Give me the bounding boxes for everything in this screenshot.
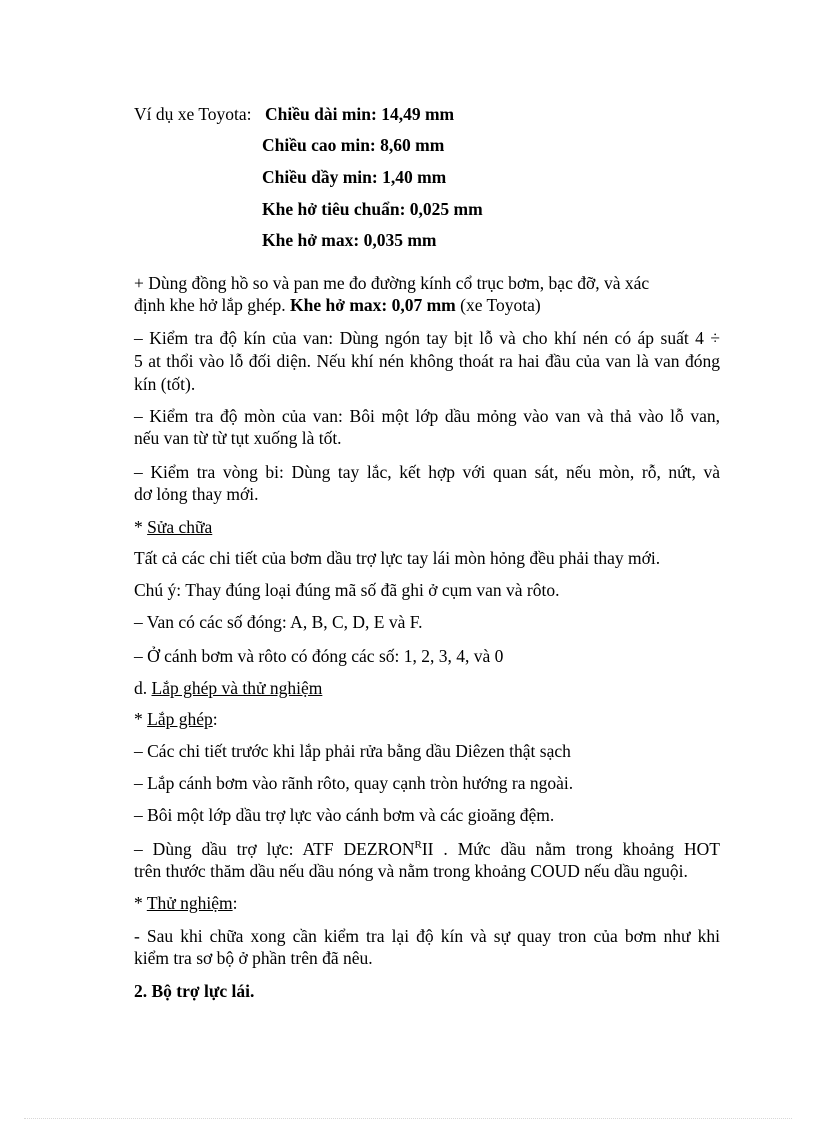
page-border — [24, 1118, 792, 1119]
spec-label: Khe hở tiêu chuẩn: — [262, 199, 406, 219]
heading-text: Sửa chữa — [147, 517, 213, 537]
heading-text: Thử nghiệm — [146, 893, 233, 913]
paragraph-line: + Dùng đồng hồ so và pan me đo đường kính cổ trục bơm, bạc đỡ, và xác — [134, 273, 650, 293]
spec-row — [262, 198, 483, 220]
paragraph-line: - Sau khi chữa xong cần kiểm tra lại độ kín và sự quay tron của bơm như khi — [134, 926, 720, 946]
bold-span: Khe hở max: 0,07 mm — [290, 295, 456, 315]
superscript: R — [414, 839, 422, 852]
testing-heading — [134, 892, 237, 914]
spec-intro-text: Ví dụ xe Toyota: — [134, 104, 252, 124]
text-span: II . Mức dầu nằm trong khoảng HOT — [421, 839, 720, 859]
spec-value: 14,49 mm — [381, 104, 455, 124]
spec-value: 0,025 mm — [409, 199, 483, 219]
heading-suffix: . — [249, 981, 255, 1001]
spec-row — [265, 103, 454, 125]
paragraph-line: – Bôi một lớp dầu trợ lực vào cánh bơm và các gioăng đệm. — [134, 805, 555, 825]
paragraph-line: dơ lỏng thay mới. — [134, 484, 259, 504]
spec-label: Chiều cao min: — [262, 135, 376, 155]
text-span: – Dùng dầu trợ lực: ATF DEZRON — [134, 839, 415, 859]
section-heading — [134, 980, 254, 1002]
heading-text: Lắp ghép và thử nghiệm — [151, 678, 323, 698]
paragraph-line: kiểm tra sơ bộ ở phần trên đã nêu. — [134, 948, 373, 968]
spec-intro — [134, 103, 252, 125]
bullet-marker: * — [134, 517, 148, 537]
paragraph-line — [134, 294, 541, 316]
spec-row — [262, 134, 444, 156]
bullet-marker: * — [134, 709, 148, 729]
spec-value: 8,60 mm — [380, 135, 445, 155]
paragraph-line: Chú ý: Thay đúng loại đúng mã số đã ghi ở cụm van và rôto. — [134, 580, 560, 600]
repair-heading — [134, 516, 212, 538]
paragraph-line — [134, 838, 720, 860]
paragraph-line: – Kiểm tra vòng bi: Dùng tay lắc, kết hợp với quan sát, nếu mòn, rỗ, nứt, và — [134, 462, 720, 482]
heading-text: Lắp ghép — [147, 709, 213, 729]
paragraph-line: – Lắp cánh bơm vào rãnh rôto, quay cạnh tròn hướng ra ngoài. — [134, 773, 574, 793]
paragraph-line: nếu van từ từ tụt xuống là tốt. — [134, 428, 342, 448]
paragraph-line: Tất cả các chi tiết của bơm dầu trợ lực tay lái mòn hỏng đều phải thay mới. — [134, 548, 661, 568]
paragraph-line: – Van có các số đóng: A, B, C, D, E và F. — [134, 612, 423, 632]
text-span: định khe hở lắp ghép. — [134, 295, 286, 315]
heading-text: 2. Bộ trợ lực lái — [134, 981, 250, 1001]
bullet-marker: * — [134, 893, 147, 913]
spec-row — [262, 166, 446, 188]
paragraph-line: – Ở cánh bơm và rôto có đóng các số: 1, 2, 3, 4, và 0 — [134, 646, 504, 666]
heading-suffix: : — [232, 893, 238, 913]
paragraph-line: – Kiểm tra độ kín của van: Dùng ngón tay bịt lỗ và cho khí nén có áp suất 4 ÷ — [134, 328, 720, 348]
spec-label: Chiều dầy min: — [262, 167, 378, 187]
section-number: d. — [134, 678, 152, 698]
section-heading — [134, 677, 322, 699]
spec-value: 0,035 mm — [363, 230, 437, 250]
spec-value: 1,40 mm — [382, 167, 447, 187]
paragraph-line: 5 at thổi vào lỗ đối diện. Nếu khí nén không thoát ra hai đầu của van là van đóng — [134, 351, 720, 371]
assembly-heading — [134, 708, 218, 730]
paragraph-line: kín (tốt). — [134, 374, 196, 394]
paragraph-line: trên thước thăm dầu nếu dầu nóng và nằm trong khoảng COUD nếu dầu nguội. — [134, 861, 688, 881]
heading-suffix: : — [212, 709, 218, 729]
spec-label: Khe hở max: — [262, 230, 360, 250]
paragraph-line: – Kiểm tra độ mòn của van: Bôi một lớp dầu mỏng vào van và thả vào lỗ van, — [134, 406, 720, 426]
spec-row — [262, 229, 436, 251]
spec-label: Chiều dài min: — [265, 104, 377, 124]
paragraph-line: – Các chi tiết trước khi lắp phải rửa bằng dầu Diêzen thật sạch — [134, 741, 571, 761]
text-span: (xe Toyota) — [460, 295, 541, 315]
